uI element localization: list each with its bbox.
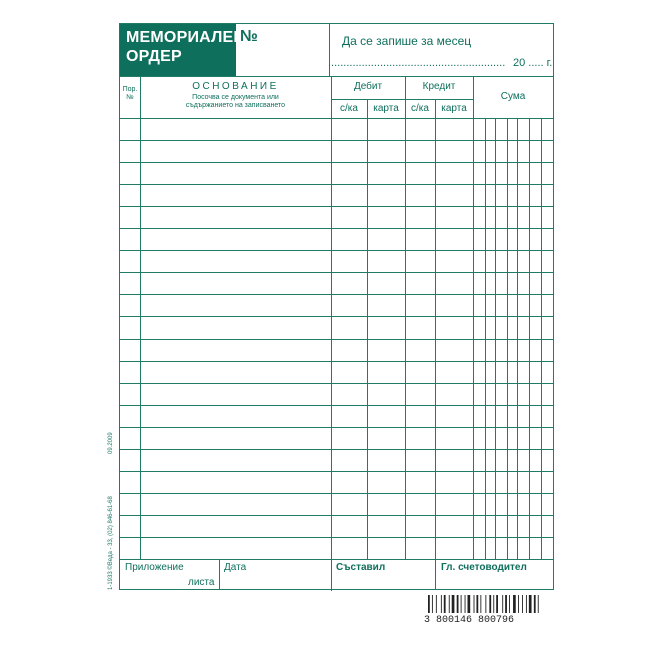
- barcode-icon: [424, 595, 554, 623]
- header-bottom-line: [120, 76, 553, 77]
- table-row-line: [120, 294, 553, 295]
- barcode-bar: [529, 595, 532, 613]
- debit-credit-line: [405, 76, 406, 559]
- credit-split-line: [435, 99, 436, 559]
- memorial-order-form: [119, 23, 554, 590]
- barcode-bar: [432, 595, 433, 613]
- table-row-line: [120, 228, 553, 229]
- barcode-bar: [444, 595, 446, 613]
- barcode-bar: [480, 595, 481, 613]
- edition-date: 09.2009: [108, 432, 114, 454]
- chief-accountant-label: Гл. счетоводител: [441, 562, 527, 573]
- barcode-bar: [502, 595, 503, 613]
- table-row-line: [120, 427, 553, 428]
- footer-divider-3: [435, 559, 436, 590]
- sum-digit-line: [507, 118, 508, 559]
- barcode-bar: [465, 595, 466, 613]
- barcode-bar: [522, 595, 523, 613]
- barcode-bar: [428, 595, 430, 613]
- table-row-line: [120, 383, 553, 384]
- barcode-bar: [476, 595, 478, 613]
- column-header-bottom-line: [120, 118, 553, 119]
- table-row-line: [120, 449, 553, 450]
- table-row-line: [120, 361, 553, 362]
- credit-account-header: с/ка: [411, 103, 429, 114]
- table-row-line: [120, 250, 553, 251]
- sum-digit-line: [495, 118, 496, 559]
- sum-digit-line: [517, 118, 518, 559]
- table-row-line: [120, 471, 553, 472]
- basis-subtitle-1: Посочва се документа или: [192, 94, 279, 101]
- sum-digit-line: [485, 118, 486, 559]
- subheader-line: [331, 99, 473, 100]
- debit-header: Дебит: [353, 81, 383, 92]
- sum-digit-line: [529, 118, 530, 559]
- sum-header: Сума: [500, 91, 526, 102]
- table-row-line: [120, 206, 553, 207]
- barcode-bar: [493, 595, 494, 613]
- barcode-bar: [526, 595, 527, 613]
- compiled-by-label: Съставил: [336, 562, 386, 573]
- barcode-bar: [496, 595, 498, 613]
- barcode-bar: [534, 595, 536, 613]
- attachment-label: Приложение: [125, 562, 184, 573]
- seq-column-line: [140, 76, 141, 559]
- barcode-bar: [436, 595, 437, 613]
- table-row-line: [120, 316, 553, 317]
- year-label: 20 ..... г.: [513, 57, 553, 69]
- table-row-line: [120, 515, 553, 516]
- table-row-line: [120, 339, 553, 340]
- barcode-bar: [441, 595, 442, 613]
- barcode-digits: 3 800146 800796: [424, 615, 515, 623]
- table-row-line: [120, 537, 553, 538]
- barcode-bar: [513, 595, 516, 613]
- date-label: Дата: [224, 562, 247, 573]
- barcode-bar: [489, 595, 491, 613]
- table-row-line: [120, 405, 553, 406]
- barcode-bar: [538, 595, 539, 613]
- month-label: Да се запише за месец: [342, 34, 472, 48]
- footer-top-line: [120, 559, 553, 560]
- barcode-bar: [449, 595, 450, 613]
- sum-digit-line: [541, 118, 542, 559]
- debit-card-header: карта: [373, 103, 399, 114]
- table-row-line: [120, 493, 553, 494]
- barcode-bar: [485, 595, 486, 613]
- barcode-bar: [457, 595, 459, 613]
- barcode-bar: [518, 595, 519, 613]
- basis-subtitle-2: съдържанието на записването: [185, 102, 286, 109]
- table-row-line: [120, 184, 553, 185]
- printer-info: 1-1933 ©Веда - 33, (02) 846-61-68: [108, 496, 114, 590]
- basis-column-line: [331, 76, 332, 591]
- credit-sum-line: [473, 76, 474, 559]
- sheets-label: листа: [188, 577, 215, 588]
- barcode-bar: [509, 595, 510, 613]
- form-title-line1: МЕМОРИАЛЕН: [126, 29, 246, 46]
- table-row-line: [120, 272, 553, 273]
- table-row-line: [120, 140, 553, 141]
- form-title-block: [120, 24, 246, 76]
- barcode-bar: [468, 595, 471, 613]
- credit-header: Кредит: [422, 81, 456, 92]
- debit-split-line: [367, 99, 368, 559]
- table-row-line: [120, 162, 553, 163]
- credit-card-header: карта: [441, 103, 467, 114]
- footer-divider-1: [219, 559, 220, 590]
- seq-header: Пор. №: [122, 86, 138, 101]
- barcode-bar: [505, 595, 507, 613]
- date-dots: ..........................................................: [328, 57, 506, 69]
- barcode: [424, 595, 554, 623]
- debit-account-header: с/ка: [340, 103, 358, 114]
- form-title-line2: ОРДЕР: [126, 48, 182, 65]
- number-sign: №: [240, 28, 258, 45]
- barcode-bar: [474, 595, 475, 613]
- barcode-bar: [452, 595, 455, 613]
- barcode-bar: [461, 595, 462, 613]
- basis-header: ОСНОВАНИЕ: [192, 81, 279, 92]
